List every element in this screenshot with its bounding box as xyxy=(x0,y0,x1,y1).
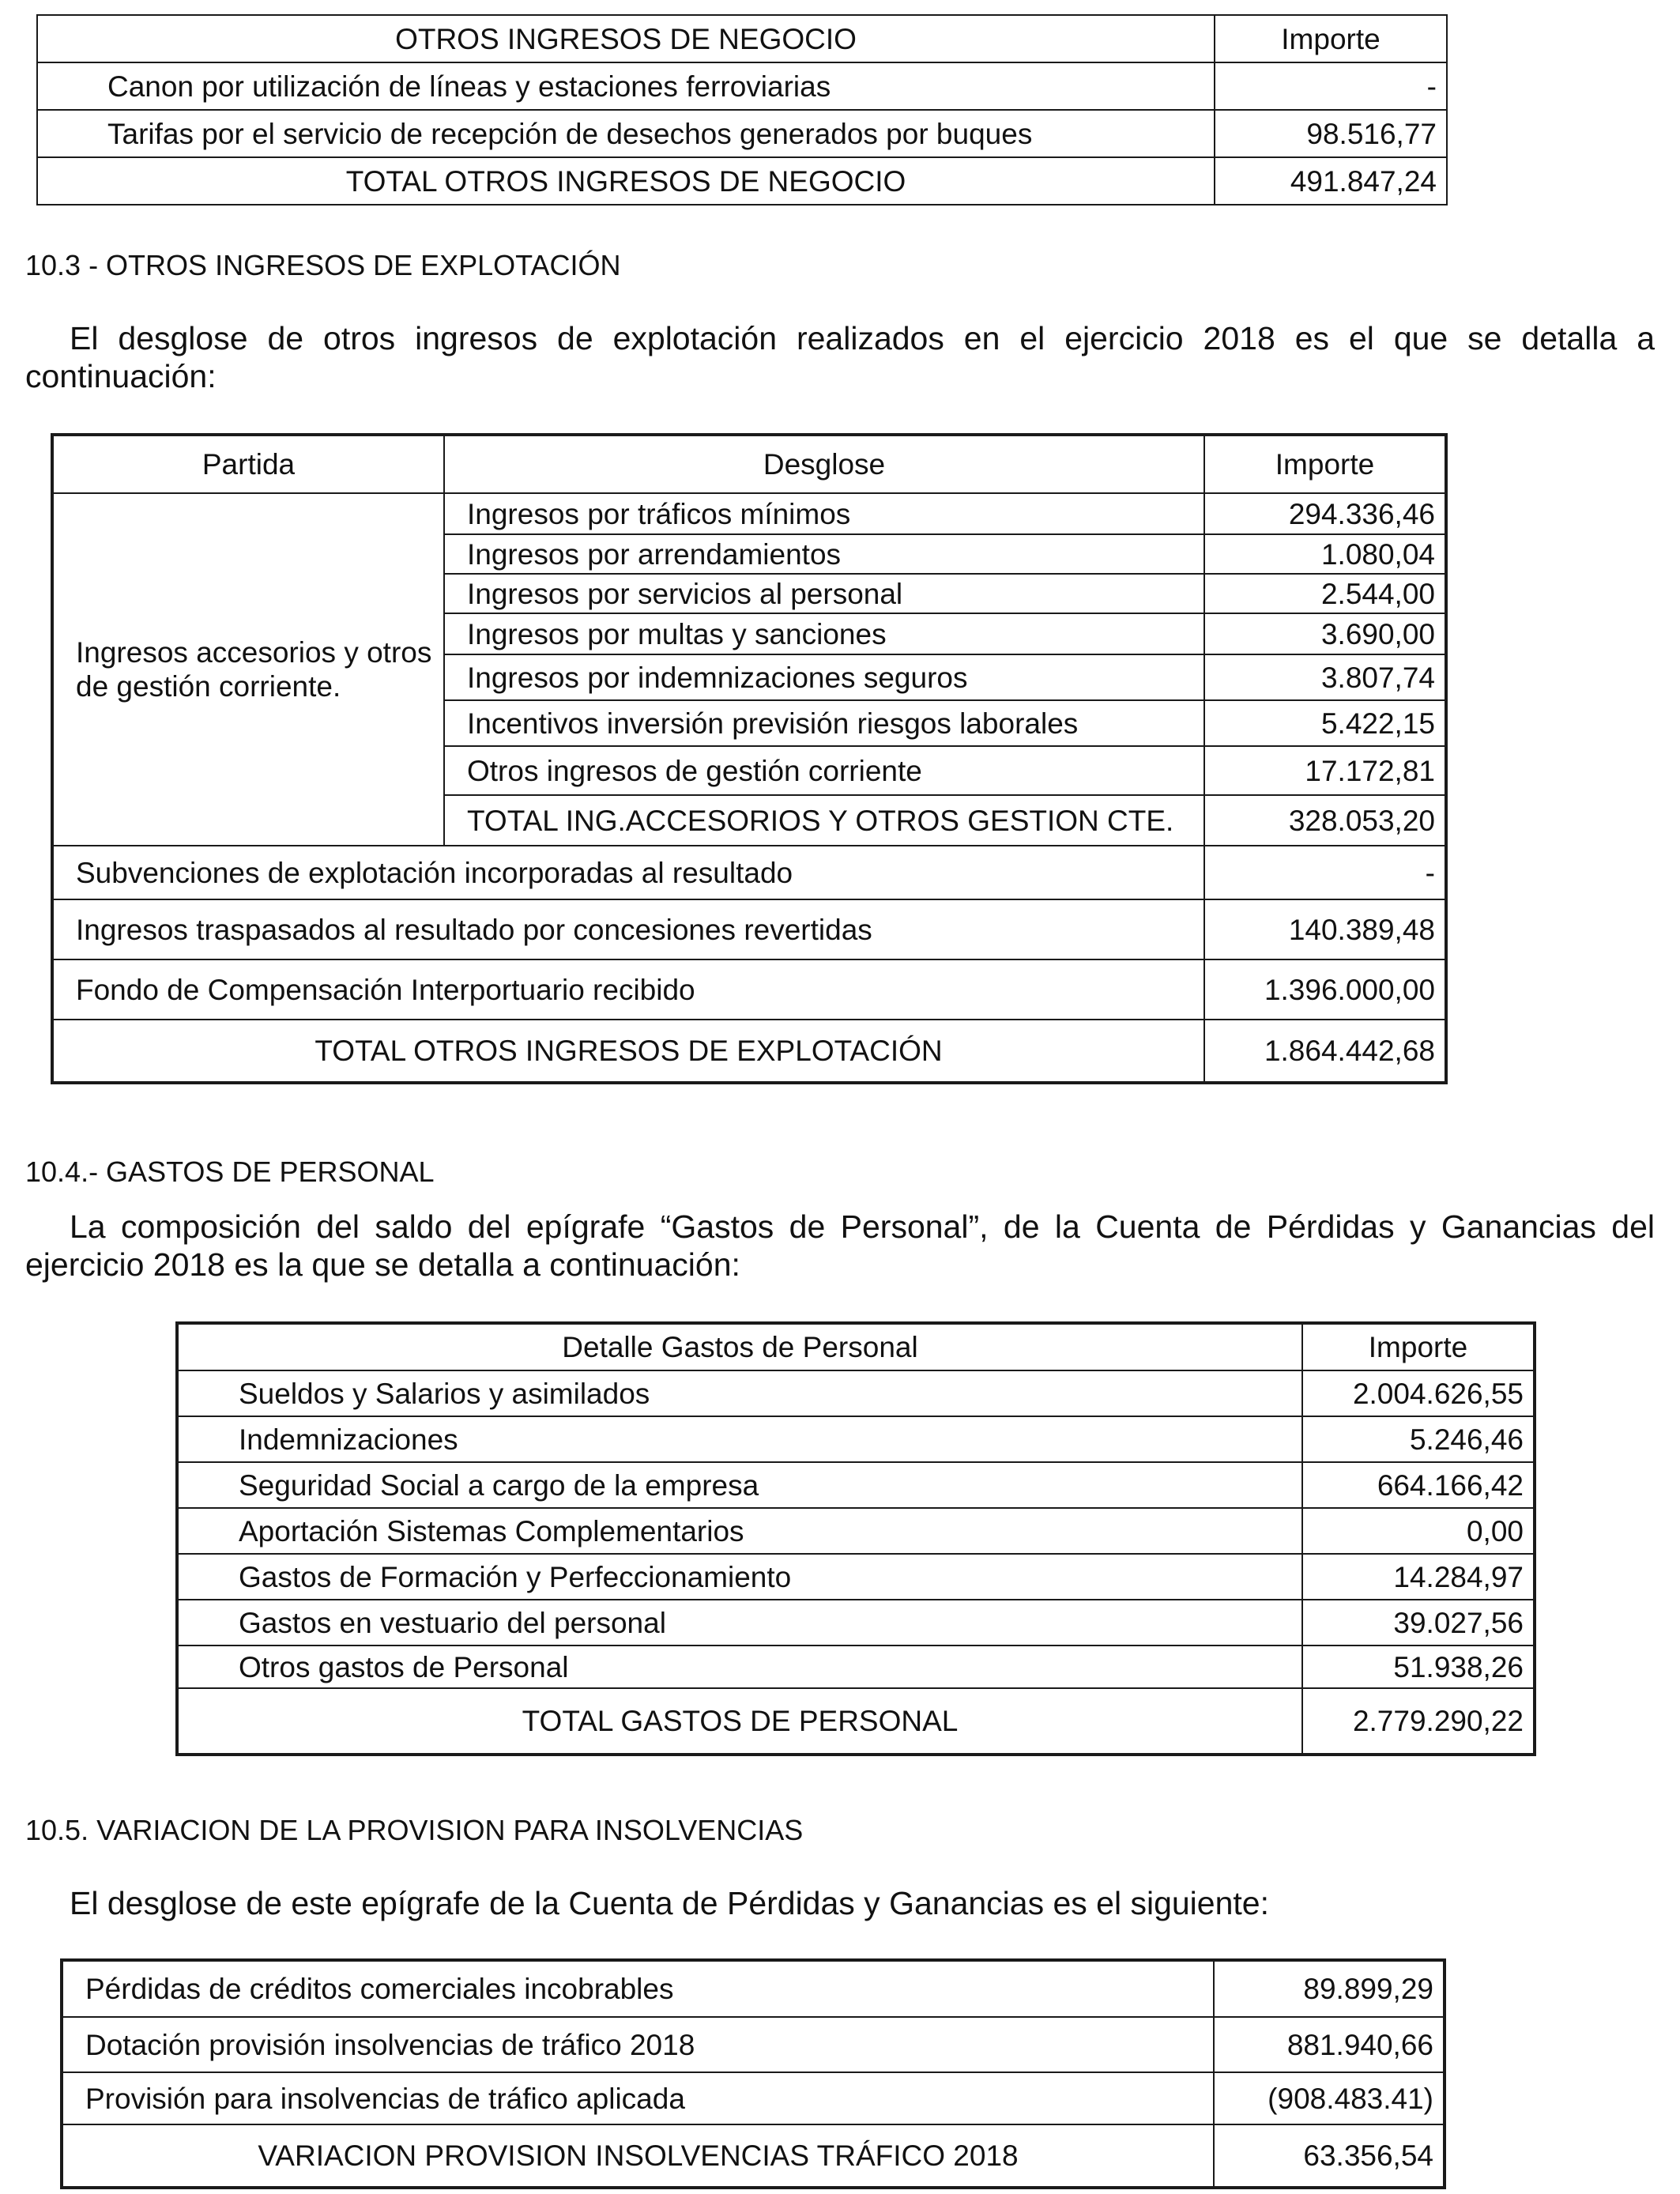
group-label-line: Ingresos accesorios y otros xyxy=(76,636,432,669)
table-header-concept: Detalle Gastos de Personal xyxy=(177,1323,1302,1370)
total-row xyxy=(62,2124,1445,2188)
section-heading-10-5: 10.5. VARIACION DE LA PROVISION PARA INSOLVENCIAS xyxy=(25,1814,804,1846)
total-concept: TOTAL OTROS INGRESOS DE NEGOCIO xyxy=(37,157,1215,205)
table-header-amount: Importe xyxy=(1204,435,1446,493)
row-desglose: Ingresos por arrendamientos xyxy=(444,534,1204,574)
total-row xyxy=(177,1688,1535,1755)
row-amount: 3.807,74 xyxy=(1204,654,1446,700)
table-header-amount: Importe xyxy=(1302,1323,1535,1370)
row-concept: Subvenciones de explotación incorporadas al resultado xyxy=(52,846,1204,899)
provision-insolvencias-table xyxy=(60,1958,1446,2189)
table-row xyxy=(177,1416,1535,1462)
total-amount: 1.864.442,68 xyxy=(1204,1020,1446,1083)
gastos-personal-table xyxy=(175,1321,1536,1756)
row-amount: 5.246,46 xyxy=(1302,1416,1535,1462)
table-row xyxy=(177,1600,1535,1646)
table-row xyxy=(37,110,1447,157)
section-paragraph-10-5: El desglose de este epígrafe de la Cuenta de Pérdidas y Ganancias es el siguiente: xyxy=(70,1885,1269,1921)
row-desglose: Incentivos inversión previsión riesgos laborales xyxy=(444,700,1204,746)
row-amount: 294.336,46 xyxy=(1204,493,1446,534)
row-concept: Fondo de Compensación Interportuario recibido xyxy=(52,959,1204,1020)
row-amount: 1.080,04 xyxy=(1204,534,1446,574)
table-row xyxy=(52,899,1446,959)
row-concept: Gastos en vestuario del personal xyxy=(177,1600,1302,1646)
section-paragraph-10-3: El desglose de otros ingresos de explotación realizados en el ejercicio 2018 es el que se detalla a continuación: xyxy=(25,320,1655,394)
total-concept: TOTAL GASTOS DE PERSONAL xyxy=(177,1688,1302,1755)
otros-ingresos-negocio-table xyxy=(36,14,1448,205)
table-row xyxy=(62,2017,1445,2072)
row-amount: 140.389,48 xyxy=(1204,899,1446,959)
total-row xyxy=(52,1020,1446,1083)
table-row xyxy=(52,959,1446,1020)
table-header-concept: OTROS INGRESOS DE NEGOCIO xyxy=(37,15,1215,62)
row-amount: 0,00 xyxy=(1302,1508,1535,1554)
row-desglose: Ingresos por multas y sanciones xyxy=(444,613,1204,654)
row-amount: (908.483.41) xyxy=(1214,2072,1445,2124)
section-heading-10-3: 10.3 - OTROS INGRESOS DE EXPLOTACIÓN xyxy=(25,249,621,281)
row-amount: 664.166,42 xyxy=(1302,1462,1535,1508)
table-header-amount: Importe xyxy=(1215,15,1447,62)
section-paragraph-10-4: La composición del saldo del epígrafe “Gastos de Personal”, de la Cuenta de Pérdidas y Ganancias del ejercicio 2018 es la que se detalla a continuación: xyxy=(25,1208,1655,1283)
row-amount: 1.396.000,00 xyxy=(1204,959,1446,1020)
group-label-line: de gestión corriente. xyxy=(76,670,341,703)
row-amount: 51.938,26 xyxy=(1302,1646,1535,1688)
table-row xyxy=(177,1646,1535,1688)
table-row xyxy=(177,1462,1535,1508)
row-concept: Provisión para insolvencias de tráfico aplicada xyxy=(62,2072,1214,2124)
total-concept: TOTAL OTROS INGRESOS DE EXPLOTACIÓN xyxy=(52,1020,1204,1083)
row-concept: Sueldos y Salarios y asimilados xyxy=(177,1370,1302,1416)
table-header-partida: Partida xyxy=(52,435,444,493)
row-amount: 328.053,20 xyxy=(1204,795,1446,846)
table-row xyxy=(62,1960,1445,2017)
row-concept: Indemnizaciones xyxy=(177,1416,1302,1462)
row-amount: - xyxy=(1204,846,1446,899)
total-amount: 491.847,24 xyxy=(1215,157,1447,205)
row-concept: Dotación provisión insolvencias de tráfico 2018 xyxy=(62,2017,1214,2072)
table-row xyxy=(177,1508,1535,1554)
total-row xyxy=(37,157,1447,205)
row-amount: 881.940,66 xyxy=(1214,2017,1445,2072)
total-concept: VARIACION PROVISION INSOLVENCIAS TRÁFICO 2018 xyxy=(62,2124,1214,2188)
row-amount: 5.422,15 xyxy=(1204,700,1446,746)
row-concept: Canon por utilización de líneas y estaciones ferroviarias xyxy=(37,62,1215,110)
row-concept: Aportación Sistemas Complementarios xyxy=(177,1508,1302,1554)
row-concept: Gastos de Formación y Perfeccionamiento xyxy=(177,1554,1302,1600)
total-amount: 2.779.290,22 xyxy=(1302,1688,1535,1755)
row-concept: Ingresos traspasados al resultado por concesiones revertidas xyxy=(52,899,1204,959)
row-concept: Seguridad Social a cargo de la empresa xyxy=(177,1462,1302,1508)
otros-ingresos-explotacion-table xyxy=(51,433,1448,1084)
row-desglose: TOTAL ING.ACCESORIOS Y OTROS GESTION CTE. xyxy=(444,795,1204,846)
row-amount: - xyxy=(1215,62,1447,110)
table-row xyxy=(62,2072,1445,2124)
row-concept: Otros gastos de Personal xyxy=(177,1646,1302,1688)
row-desglose: Otros ingresos de gestión corriente xyxy=(444,746,1204,795)
section-heading-10-4: 10.4.- GASTOS DE PERSONAL xyxy=(25,1155,435,1188)
row-amount: 17.172,81 xyxy=(1204,746,1446,795)
row-amount: 3.690,00 xyxy=(1204,613,1446,654)
row-concept: Tarifas por el servicio de recepción de desechos generados por buques xyxy=(37,110,1215,157)
row-amount: 2.544,00 xyxy=(1204,574,1446,613)
table-row xyxy=(37,62,1447,110)
row-amount: 14.284,97 xyxy=(1302,1554,1535,1600)
row-amount: 98.516,77 xyxy=(1215,110,1447,157)
row-amount: 39.027,56 xyxy=(1302,1600,1535,1646)
row-amount: 89.899,29 xyxy=(1214,1960,1445,2017)
row-desglose: Ingresos por indemnizaciones seguros xyxy=(444,654,1204,700)
table-header-desglose: Desglose xyxy=(444,435,1204,493)
row-amount: 2.004.626,55 xyxy=(1302,1370,1535,1416)
group-label-cell xyxy=(52,493,444,846)
row-desglose: Ingresos por tráficos mínimos xyxy=(444,493,1204,534)
table-row xyxy=(177,1554,1535,1600)
row-desglose: Ingresos por servicios al personal xyxy=(444,574,1204,613)
table-row xyxy=(52,846,1446,899)
total-amount: 63.356,54 xyxy=(1214,2124,1445,2188)
table-row xyxy=(52,493,1446,534)
table-row xyxy=(177,1370,1535,1416)
row-concept: Pérdidas de créditos comerciales incobrables xyxy=(62,1960,1214,2017)
